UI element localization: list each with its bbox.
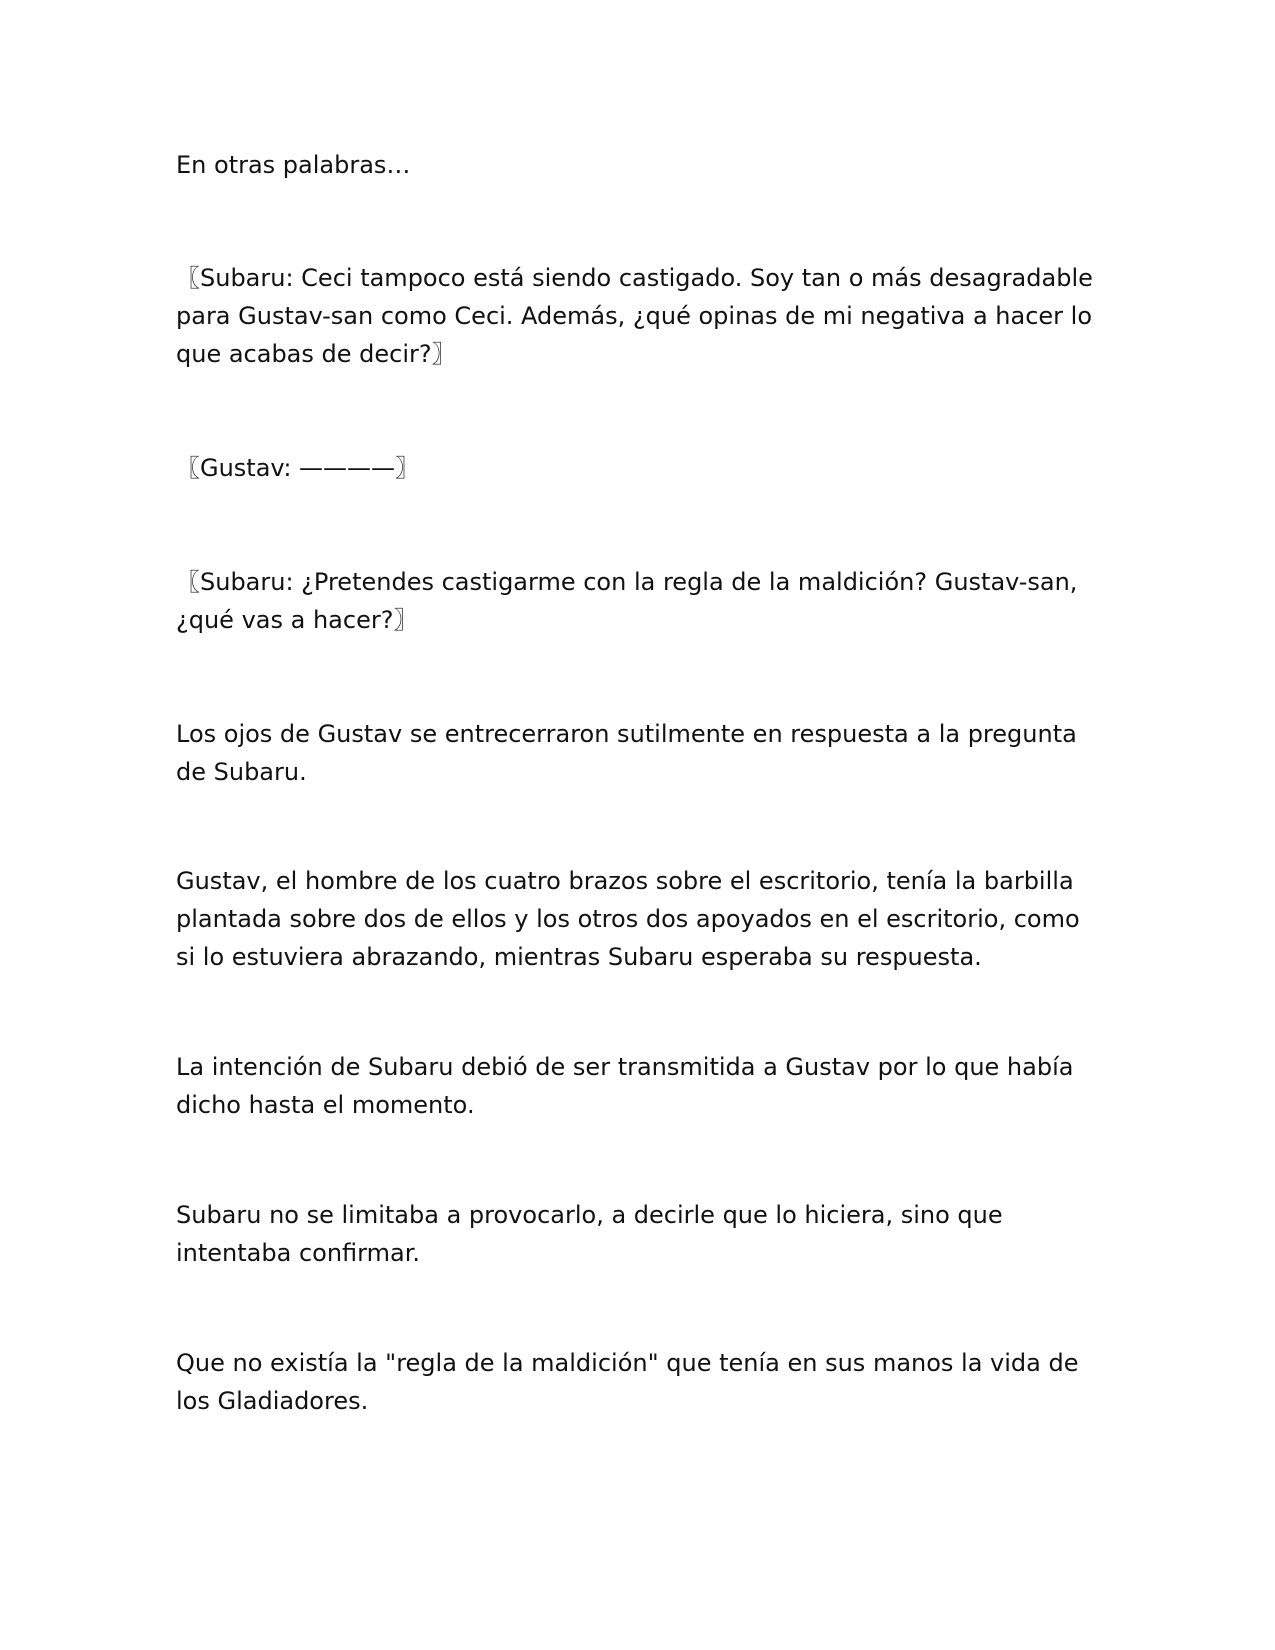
paragraph-dialogue-gustav: 〖Gustav: ————〗 [176, 454, 420, 482]
paragraph-narration-intention: La intención de Subaru debió de ser transmitida a Gustav por lo que había dicho hasta el momento. [176, 1053, 1082, 1119]
paragraph-narration-curse-rule: Que no existía la "regla de la maldición" que tenía en sus manos la vida de los Gladiadores. [176, 1349, 1087, 1415]
paragraph-narration-eyes: Los ojos de Gustav se entrecerraron sutilmente en respuesta a la pregunta de Subaru. [176, 720, 1085, 786]
paragraph-narration-gustav: Gustav, el hombre de los cuatro brazos sobre el escritorio, tenía la barbilla plantada sobre dos de ellos y los otros dos apoyados en el escritorio, como si lo estuviera abrazando, mientras Subaru esperaba su respuesta. [176, 867, 1088, 971]
paragraph-narration-provoke: Subaru no se limitaba a provocarlo, a decirle que lo hiciera, sino que intentaba confirmar. [176, 1201, 1011, 1267]
paragraph-dialogue-subaru-question: 〖Subaru: ¿Pretendes castigarme con la regla de la maldición? Gustav-san, ¿qué vas a hacer?〗 [176, 568, 1086, 634]
paragraph-narration: En otras palabras… [176, 151, 411, 179]
paragraph-dialogue-subaru: 〖Subaru: Ceci tampoco está siendo castigado. Soy tan o más desagradable para Gustav-san como Ceci. Además, ¿qué opinas de mi negativa a hacer lo que acabas de decir?〗 [176, 264, 1101, 368]
